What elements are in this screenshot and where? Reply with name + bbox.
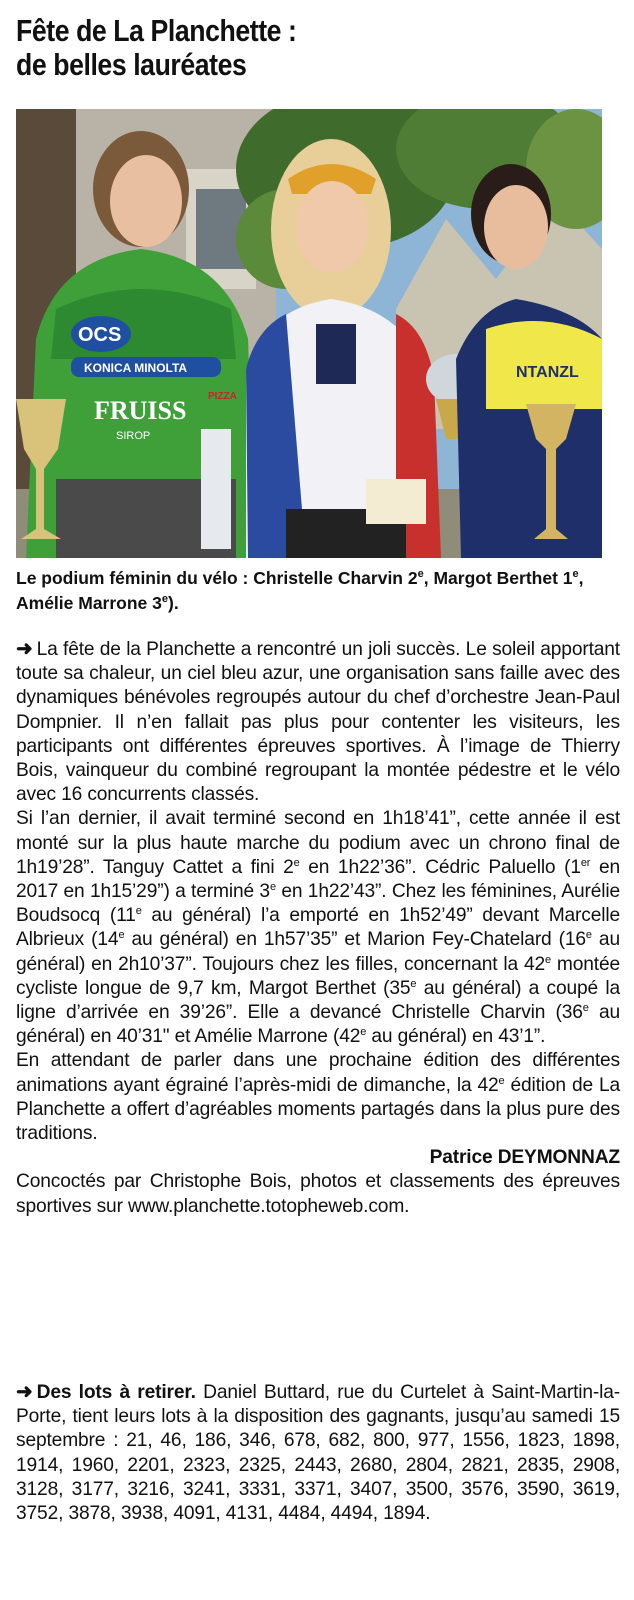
- lots-section: [16, 1380, 620, 1526]
- lots-text: Daniel Buttard, rue du Curtelet à Saint-Martin-la-Porte, tient leurs lots à la disposition des gagnants, jusqu’au samedi 15 septembre : 21, 46, 186, 346, 678, 682, 800, 977, 1556, 1823, 1898, 1914, 1960, 2201, 2323, 2325, 2443, 2680, 2804, 2821, 2835, 2908, 3128, 3177, 3216, 3241, 3331, 3371, 3407, 3500, 3576, 3590, 3619, 3752, 3878, 3938, 4091, 4131, 4484, 4494, 1894.: [16, 1382, 620, 1525]
- jersey-text-konica: KONICA MINOLTA: [84, 361, 188, 375]
- podium-photo: [16, 109, 602, 558]
- paragraph-2: Si l’an dernier, il avait terminé second en 1h18’41”, cette année il est monté sur la plus haute marche du podium avec un chrono final de 1h19’28”. Tanguy Cattet a fini 2e en 1h22’36”. Cédric Paluello (1er en 2017 en 1h15’29”) a terminé 3e en 1h22’43”. Chez les féminines, Aurélie Boudsocq (11e au général) l’a emporté en 1h52’49” devant Marcelle Albrieux (14e au général) en 1h57’35” et Marion Fey-Chatelard (16e au général) en 2h10’37”. Toujours chez les filles, concernant la 42e montée cycliste longue de 9,7 km, Margot Berthet (35e au général) a coupé la ligne d’arrivée en 39’26”. Elle a devancé Christelle Charvin (36e au général) en 40’31" et Amélie Marrone (42e au général) en 43’1”.: [16, 808, 620, 1048]
- headline-line-1: Fête de La Planchette :: [16, 13, 297, 48]
- article-body: [16, 637, 620, 1219]
- arrow-right-icon: ➜: [16, 638, 33, 660]
- jersey-text-right: NTANZL: [516, 364, 579, 381]
- article-headline: [16, 14, 532, 82]
- paragraph-3: En attendant de parler dans une prochaine édition des différentes animations ayant égrainé l’après-midi de dimanche, la 42e édition de La Planchette a offert d’agréables moments partagés dans la plus pure des traditions.: [16, 1050, 621, 1145]
- arrow-right-icon: ➜: [16, 1381, 33, 1403]
- paragraph-1: ➜ La fête de la Planchette a rencontré un joli succès. Le soleil apportant toute sa chaleur, un ciel bleu azur, une organisation sans faille avec des dynamiques bénévoles regroupés autour du chef d’orchestre Jean-Paul Dompnier. Il n’en fallait pas plus pour contenter les visiteurs, les participants ont différentes épreuves sportives. À l’image de Thierry Bois, vainqueur du combiné regroupant la montée pédestre et le vélo avec 16 concurrents classés.: [16, 638, 620, 806]
- jersey-text-pizza: PIZZA: [208, 391, 237, 402]
- credits-text: Concoctés par Christophe Bois, photos et classements des épreuves sportives sur www.planchette.totopheweb.com.: [16, 1171, 620, 1217]
- photo-caption: Le podium féminin du vélo : Christelle Charvin 2e, Margot Berthet 1e, Amélie Marrone 3e).: [16, 568, 584, 613]
- jersey-text-fruiss: FRUISS: [94, 396, 187, 425]
- lots-paragraph: [16, 1380, 620, 1526]
- jersey-text-ocs: OCS: [78, 324, 122, 346]
- lots-lead: Des lots à retirer.: [36, 1382, 196, 1403]
- headline-line-2: de belles lauréates: [16, 47, 247, 82]
- author-signature: Patrice DEYMONNAZ: [429, 1147, 620, 1169]
- jersey-text-sirop: SIROP: [116, 430, 151, 442]
